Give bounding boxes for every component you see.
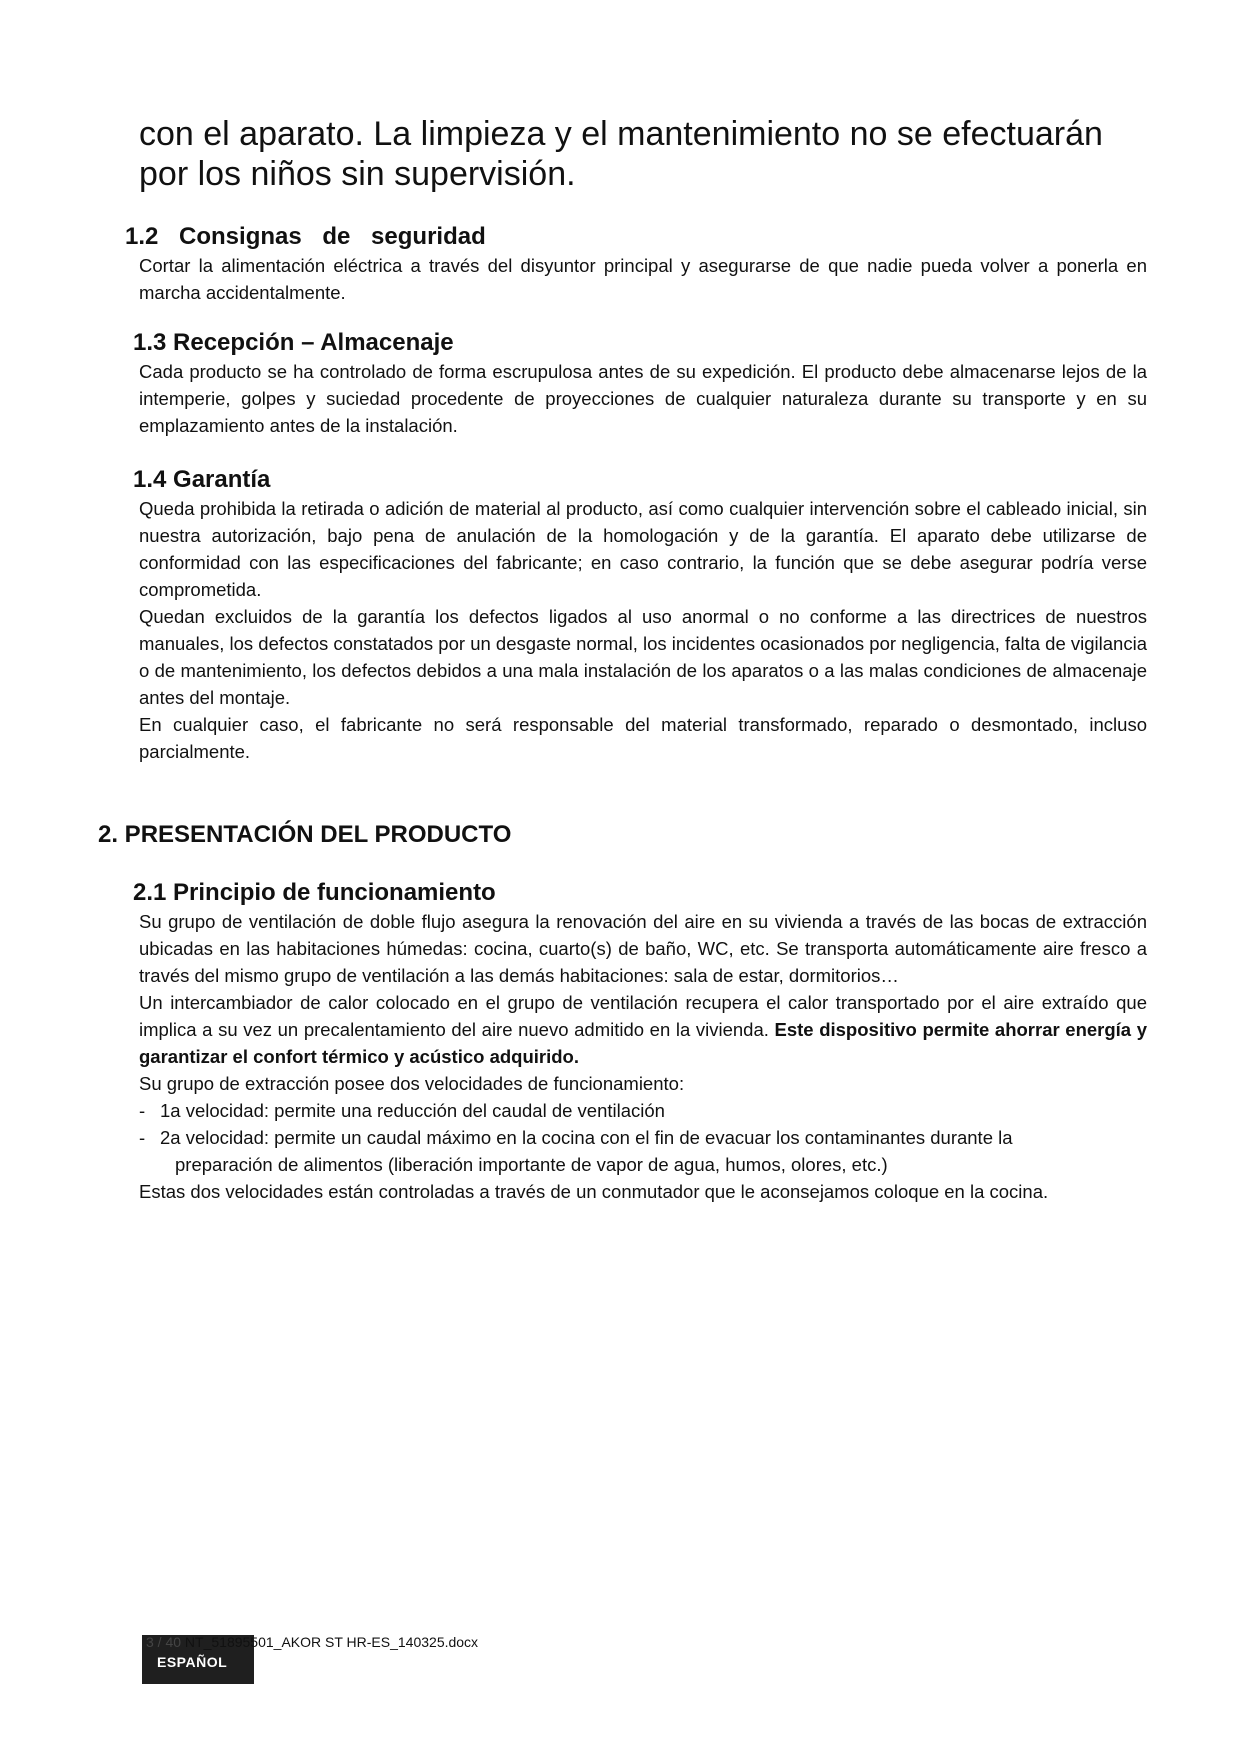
section-1-4 [133,465,1147,765]
list-item [139,1124,1147,1178]
section-1-3 [133,328,1147,439]
paragraph-garantia-1: Queda prohibida la retirada o adición de material al producto, así como cualquier intervención sobre el cableado inicial, sin nuestra autorización, bajo pena de anulación de la homologación y de la garantía. El aparato debe utilizarse de conformidad con las especificaciones del fabricante; en caso contrario, la función que se debe asegurar podría verse comprometida. [139,498,1147,600]
section-1-2 [125,222,1147,306]
footer-language-label: ESPAÑOL [157,1654,228,1670]
heading-recepcion-almacenaje: 1.3 Recepción – Almacenaje [133,329,454,356]
paragraph-principio-2-text: Un intercambiador de calor colocado en el grupo de ventilación recupera el calor transportado por el aire extraído que implica a su vez un precalentamiento del aire nuevo admitido en la vivienda. [139,992,1147,1040]
section-2-1 [133,878,1147,1205]
paragraph-principio-3: Su grupo de extracción posee dos velocidades de funcionamiento: [139,1073,685,1094]
heading-garantia: 1.4 Garantía [133,466,271,493]
heading-presentacion-producto: 2. PRESENTACIÓN DEL PRODUCTO [98,821,512,848]
speeds-list [139,1097,1147,1178]
paragraph-principio-2 [139,989,1147,1070]
paragraph-garantia-2: Quedan excluidos de la garantía los defectos ligados al uso anormal o no conforme a las directrices de nuestros manuales, los defectos constatados por un desgaste normal, los incidentes ocasionados por negligencia, falta de vigilancia o de mantenimiento, los defectos debidos a una mala instalación de los aparatos o a las malas condiciones de almacenaje antes del montaje. [139,606,1147,708]
paragraph-consignas: Cortar la alimentación eléctrica a través del disyuntor principal y asegurarse de que nadie pueda volver a ponerla en marcha accidentalmente. [139,255,1147,303]
heading-principio-funcionamiento: 2.1 Principio de funcionamiento [133,879,496,906]
paragraph-principio-4: Estas dos velocidades están controladas a través de un conmutador que le aconsejamos coloque en la cocina. [139,1181,1049,1202]
footer-document-reference [146,1634,478,1650]
footer-filename: NT_51895501_AKOR ST HR-ES_140325.docx [184,1634,479,1650]
footer-page-number: 3 / 40 [146,1634,182,1650]
bullet-dash: - [139,1127,146,1148]
speed-2-text-line2: preparación de alimentos (liberación importante de vapor de agua, humos, olores, etc.) [175,1154,888,1175]
paragraph-principio-2-bold: Este dispositivo permite ahorrar energía y garantizar el confort térmico y acústico adquirido. [139,1019,1147,1067]
paragraph-recepcion: Cada producto se ha controlado de forma escrupulosa antes de su expedición. El producto debe almacenarse lejos de la intemperie, golpes y suciedad procedente de proyecciones de cualquier naturaleza durante su transporte y en su emplazamiento antes de la instalación. [139,361,1147,436]
speed-2-text-line1: 2a velocidad: permite un caudal máximo en la cocina con el fin de evacuar los contaminantes durante la [160,1127,1013,1148]
paragraph-garantia-3: En cualquier caso, el fabricante no será responsable del material transformado, reparado o desmontado, incluso parcialmente. [139,714,1147,762]
bullet-dash: - [139,1100,146,1121]
speed-1-text: 1a velocidad: permite una reducción del caudal de ventilación [160,1100,665,1121]
list-item [139,1097,1147,1124]
paragraph-principio-1: Su grupo de ventilación de doble flujo asegura la renovación del aire en su vivienda a través de las bocas de extracción ubicadas en las habitaciones húmedas: cocina, cuarto(s) de baño, WC, etc. Se transporta automáticamente aire fresco a través del mismo grupo de ventilación a las demás habitaciones: sala de estar, dormitorios… [139,911,1147,986]
heading-consignas-seguridad: 1.2 Consignas de seguridad [125,223,486,250]
continued-paragraph: con el aparato. La limpieza y el mantenimiento no se efectuarán por los niños sin supervisión. [139,115,1103,193]
